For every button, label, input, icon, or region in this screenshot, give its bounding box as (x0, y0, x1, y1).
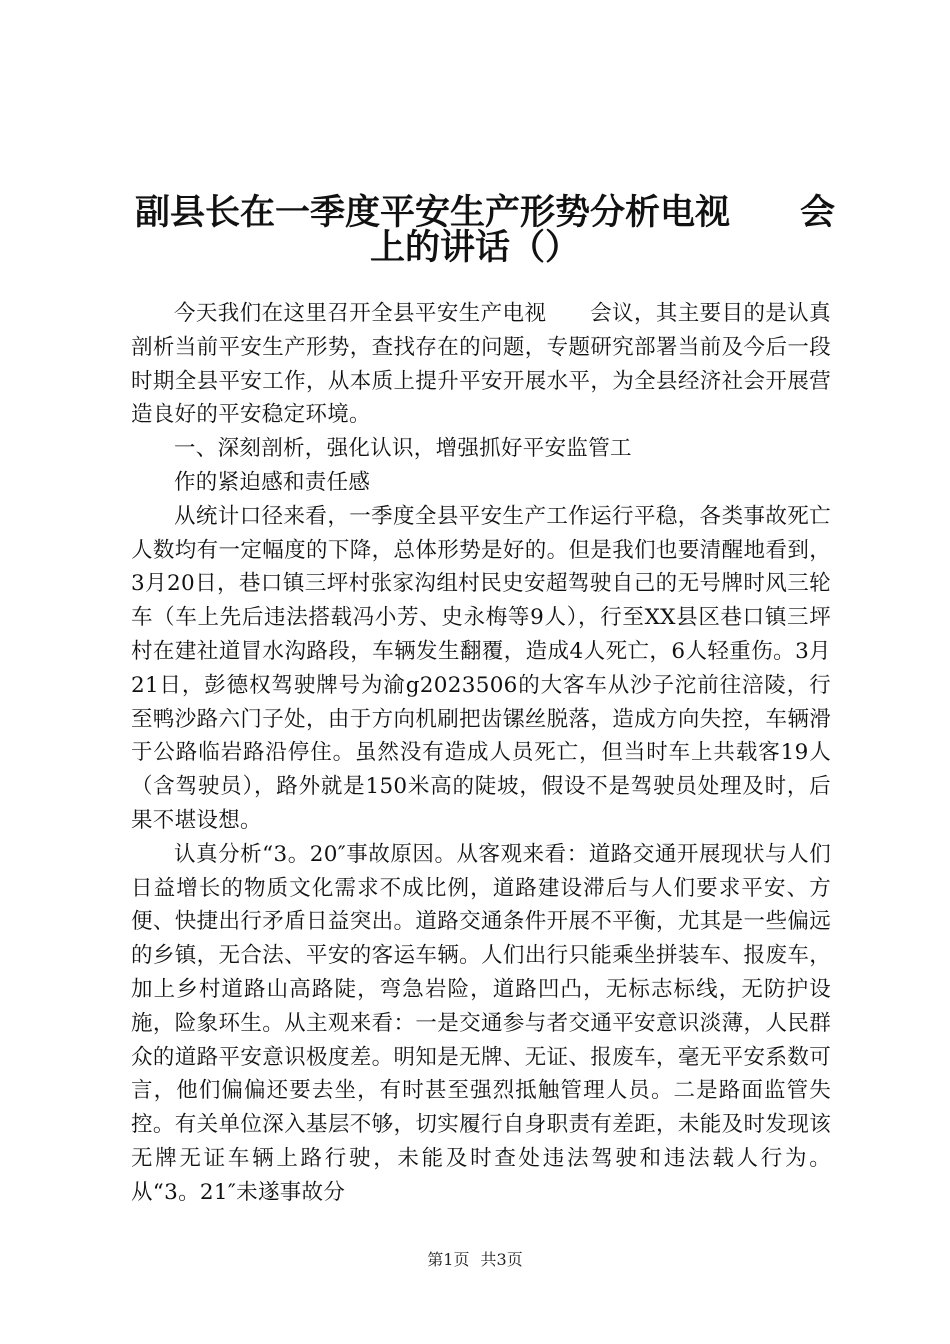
document-title-line-2: 上的讲话（） (369, 228, 580, 268)
section-heading: 一、深刻剖析，强化认识，增强抓好平安监管工 (174, 436, 632, 462)
document-body (131, 297, 831, 1210)
section-heading-continued: 作的紧迫感和责任感 (174, 469, 371, 495)
document-title-line-1: 副县长在一季度平安生产形势分析电视 会 (135, 193, 836, 233)
page-footer (0, 1247, 950, 1270)
body-paragraph: 今天我们在这里召开全县平安生产电视 会议，其主要目的是认真剖析当前平安生产形势，查找存在的问题，专题研究部署当前及今后一段时期全县平安工作，从本质上提升平安开展水平，为全县经济社会开展营造良好的平安稳定环境。 (131, 301, 831, 428)
body-paragraph: 从统计口径来看，一季度全县平安生产工作运行平稳，各类事故死亡人数均有一定幅度的下降，总体形势是好的。但是我们也要清醒地看到，3月20日，巷口镇三坪村张家沟组村民史安超驾驶自己的无号牌时风三轮车（车上先后违法搭载冯小芳、史永梅等9人），行至XX县区巷口镇三坪村在建社道冒水沟路段，车辆发生翻覆，造成4人死亡，6人轻重伤。3月21日，彭德权驾驶牌号为渝g2023506的大客车从沙子沱前往涪陵，行至鸭沙路六门子处，由于方向机刷把齿镙丝脱落，造成方向失控，车辆滑于公路临岩路沿停住。虽然没有造成人员死亡，但当时车上共载客19人（含驾驶员），路外就是150米高的陡坡，假设不是驾驶员处理及时，后果不堪设想。 (131, 503, 831, 833)
page-number: 第1页 (427, 1250, 470, 1269)
body-paragraph: 认真分析“3。20″事故原因。从客观来看：道路交通开展现状与人们日益增长的物质文化需求不成比例，道路建设滞后与人们要求平安、方便、快捷出行矛盾日益突出。道路交通条件开展不平衡，尤其是一些偏远的乡镇，无合法、平安的客运车辆。人们出行只能乘坐拼装车、报废车，加上乡村道路山高路陡，弯急岩险，道路凹凸，无标志标线，无防护设施，险象环生。从主观来看：一是交通参与者交通平安意识淡薄，人民群众的道路平安意识极度差。明知是无牌、无证、报废车，毫无平安系数可言，他们偏偏还要去坐，有时甚至强烈抵触管理人员。二是路面监管失控。有关单位深入基层不够，切实履行自身职责有差距，未能及时发现该无牌无证车辆上路行驶，未能及时查处违法驾驶和违法载人行为。从“3。21″未遂事故分 (131, 841, 831, 1205)
page-total: 共3页 (480, 1250, 523, 1269)
